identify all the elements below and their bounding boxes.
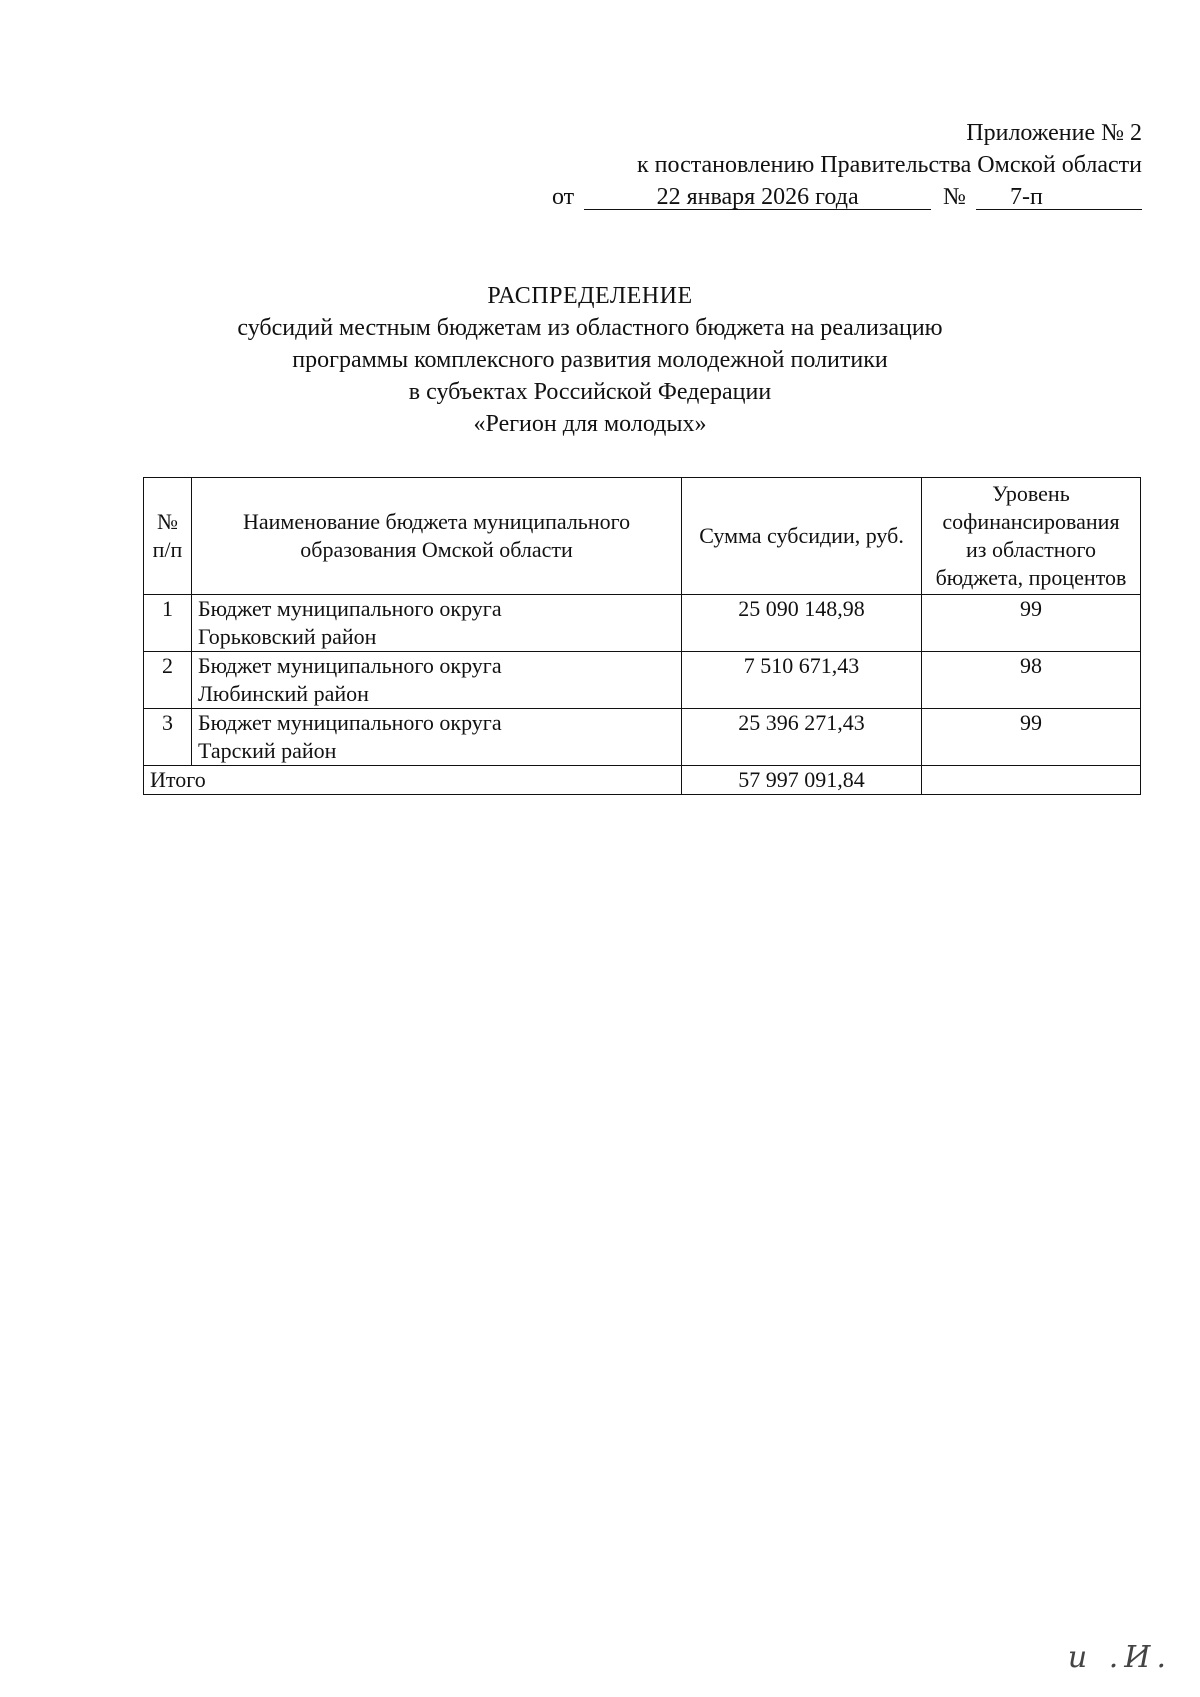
title-line: субсидий местным бюджетам из областного бюджета на реализацию	[237, 315, 943, 341]
budget-district: Тарский район	[197, 738, 337, 763]
row-subsidy-sum: 7 510 671,43	[682, 652, 922, 709]
row-number: 3	[144, 709, 192, 766]
header-level-line: Уровень	[992, 481, 1070, 506]
budget-name-line: Бюджет муниципального округа	[197, 653, 502, 678]
resolution-date: 22 января 2026 года	[584, 185, 931, 210]
table-total-row	[144, 766, 1141, 795]
table-row	[144, 652, 1141, 709]
row-subsidy-sum: 25 396 271,43	[682, 709, 922, 766]
title-line: «Регион для молодых»	[473, 411, 707, 437]
table-row	[144, 595, 1141, 652]
document-title	[140, 280, 1040, 440]
title-line: программы комплексного развития молодежной политики	[292, 347, 888, 373]
header-level-line: из областного	[966, 537, 1096, 562]
budget-name-line: Бюджет муниципального округа	[197, 710, 502, 735]
header-level-line: бюджета, процентов	[935, 565, 1127, 590]
appendix-resolution-reference: к постановлению Правительства Омской области	[636, 152, 1142, 178]
row-budget-name	[191, 595, 681, 652]
row-cofinancing-level: 99	[921, 709, 1140, 766]
header-num	[144, 478, 192, 595]
header-level	[921, 478, 1140, 595]
appendix-title: Приложение № 2	[966, 120, 1142, 146]
distribution-table	[143, 477, 1141, 795]
header-num-line: п/п	[152, 537, 183, 562]
initials-mark: и .И.	[1067, 1640, 1172, 1675]
resolution-number: 7-п	[976, 185, 1142, 210]
total-level	[921, 766, 1140, 795]
header-sum: Сумма субсидии, руб.	[682, 478, 922, 595]
header-name	[191, 478, 681, 595]
appendix-reference	[462, 117, 1142, 213]
header-level-line: софинансирования	[942, 509, 1120, 534]
row-cofinancing-level: 99	[921, 595, 1140, 652]
row-cofinancing-level: 98	[921, 652, 1140, 709]
row-subsidy-sum: 25 090 148,98	[682, 595, 922, 652]
row-budget-name	[191, 709, 681, 766]
row-budget-name	[191, 652, 681, 709]
appendix-date-line	[552, 181, 1142, 213]
table-row	[144, 709, 1141, 766]
date-prefix: от	[552, 184, 575, 210]
row-number: 2	[144, 652, 192, 709]
header-name-line: образования Омской области	[300, 537, 573, 562]
title-line: в субъектах Российской Федерации	[408, 379, 772, 405]
header-num-line: №	[156, 509, 178, 534]
row-number: 1	[144, 595, 192, 652]
total-sum: 57 997 091,84	[682, 766, 922, 795]
number-label: №	[943, 184, 966, 210]
header-name-line: Наименование бюджета муниципального	[242, 509, 631, 534]
budget-district: Горьковский район	[197, 624, 377, 649]
total-label: Итого	[144, 766, 682, 795]
title-heading: РАСПРЕДЕЛЕНИЕ	[487, 283, 693, 309]
table-header-row	[144, 478, 1141, 595]
budget-name-line: Бюджет муниципального округа	[197, 596, 502, 621]
budget-district: Любинский район	[197, 681, 369, 706]
